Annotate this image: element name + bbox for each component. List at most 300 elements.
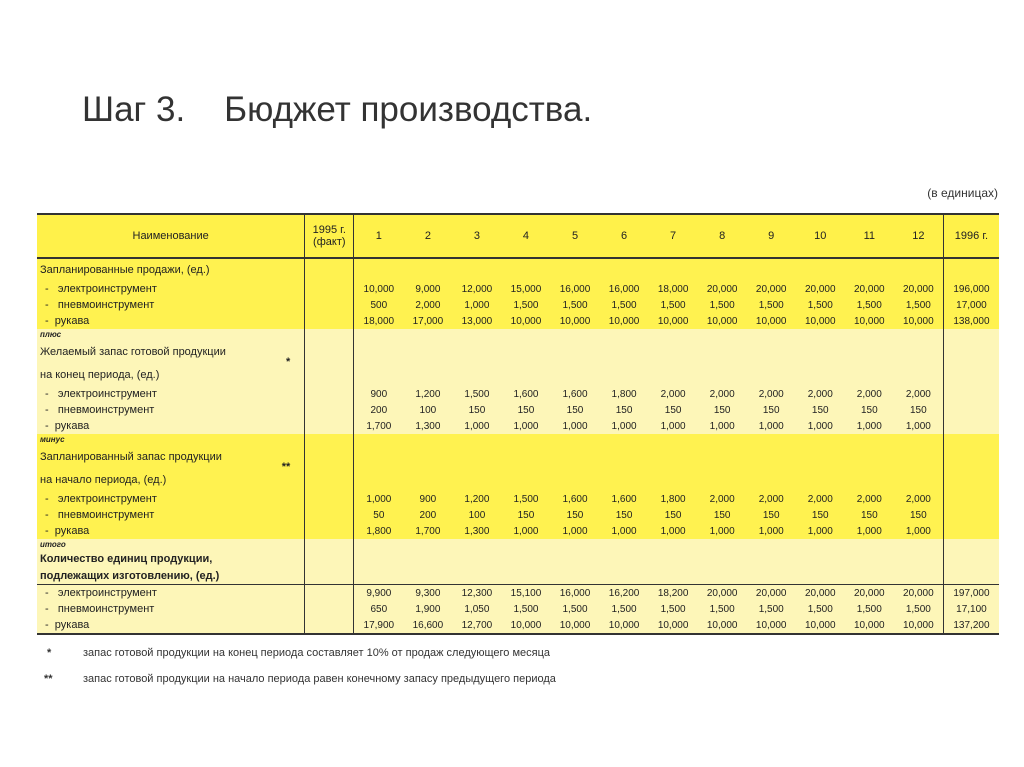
value-cell: 150 (713, 404, 731, 416)
empty-cell (305, 469, 354, 491)
empty-cell (894, 329, 944, 340)
empty-cell (501, 445, 550, 469)
value-cell: 18,000 (657, 283, 689, 295)
empty-cell (305, 434, 354, 445)
header-month: 9 (747, 214, 796, 258)
empty-cell (501, 329, 550, 340)
header-month: 7 (649, 214, 698, 258)
section-title: подлежащих изготовлению, (ед.) (40, 569, 220, 582)
value-cell: 10,000 (854, 315, 885, 327)
value-cell: 150 (762, 509, 780, 521)
table-row (37, 523, 999, 539)
value-cell: 150 (664, 509, 682, 521)
value-cell: 1,000 (513, 525, 539, 537)
value-cell: 9,000 (415, 283, 441, 295)
section-caption-row (37, 539, 999, 550)
table-row (37, 491, 999, 507)
value-cell: 200 (419, 509, 437, 521)
empty-cell (747, 258, 796, 281)
slide-title: Шаг 3. Бюджет производства. (82, 90, 593, 129)
empty-cell (894, 469, 944, 491)
empty-cell (600, 434, 649, 445)
value-cell: 1,600 (513, 388, 539, 400)
value-cell: 20,000 (894, 585, 944, 602)
empty-cell (894, 258, 944, 281)
section-title-row (37, 340, 999, 364)
empty-cell (305, 491, 354, 507)
empty-cell (403, 445, 452, 469)
empty-cell (305, 601, 354, 617)
value-cell: 2,000 (856, 493, 882, 505)
empty-cell (305, 445, 354, 469)
value-cell: 150 (615, 404, 633, 416)
value-cell: 1,000 (758, 525, 784, 537)
total-cell: 196,000 (943, 281, 999, 297)
value-cell: 1,500 (562, 299, 588, 311)
header-month: 4 (501, 214, 550, 258)
value-cell: 150 (860, 404, 878, 416)
section-title-row (37, 469, 999, 491)
value-cell: 1,500 (905, 299, 931, 311)
value-cell: 1,500 (513, 493, 539, 505)
table-body (37, 258, 999, 634)
footnote-mark: ** (44, 673, 53, 685)
empty-cell (796, 340, 845, 364)
value-cell: 1,000 (807, 420, 833, 432)
value-cell: 1,000 (758, 420, 784, 432)
value-cell: 20,000 (747, 585, 796, 602)
value-cell: 20,000 (845, 585, 894, 602)
empty-cell (698, 567, 747, 585)
value-cell: 10,000 (608, 315, 640, 327)
section-title: Запланированный запас продукции (40, 451, 222, 463)
value-cell: 10,000 (804, 315, 836, 327)
table-row (37, 402, 999, 418)
empty-cell (943, 523, 999, 539)
value-cell: 150 (664, 404, 682, 416)
empty-cell (600, 258, 649, 281)
table-row (37, 281, 999, 297)
value-cell: 150 (860, 509, 878, 521)
footnote-text: запас готовой продукции на конец периода составляет 10% от продаж следующего месяца (83, 647, 551, 659)
empty-cell (649, 539, 698, 550)
value-cell: 2,000 (709, 388, 735, 400)
value-cell: 2,000 (415, 299, 441, 311)
empty-cell (600, 567, 649, 585)
value-cell: 1,900 (415, 603, 441, 615)
empty-cell (747, 550, 796, 567)
value-cell: 20,000 (706, 283, 738, 295)
empty-cell (845, 550, 894, 567)
value-cell: 1,000 (709, 420, 735, 432)
value-cell: 18,000 (363, 315, 395, 327)
empty-cell (452, 567, 501, 585)
value-cell: 12,300 (452, 585, 501, 602)
empty-cell (698, 329, 747, 340)
value-cell: 10,000 (657, 315, 689, 327)
empty-cell (943, 539, 999, 550)
header-1995 (305, 214, 354, 258)
empty-cell (943, 491, 999, 507)
empty-cell (600, 445, 649, 469)
empty-cell (649, 329, 698, 340)
value-cell: 150 (517, 404, 535, 416)
empty-cell (354, 364, 404, 386)
empty-cell (403, 329, 452, 340)
table-row (37, 617, 999, 634)
row-label: - рукава (45, 315, 90, 327)
section-title-row (37, 445, 999, 469)
value-cell: 10,000 (796, 617, 845, 634)
empty-cell (943, 386, 999, 402)
value-cell: 1,000 (856, 420, 882, 432)
empty-cell (452, 550, 501, 567)
value-cell: 150 (615, 509, 633, 521)
empty-cell (354, 258, 404, 281)
header-1995-fact: (факт) (313, 236, 346, 248)
empty-cell (305, 386, 354, 402)
value-cell: 15,000 (510, 283, 542, 295)
table-row (37, 585, 999, 602)
empty-cell (452, 364, 501, 386)
empty-cell (943, 402, 999, 418)
value-cell: 17,900 (354, 617, 404, 634)
empty-cell (354, 539, 404, 550)
empty-cell (452, 445, 501, 469)
section-caption: итого (40, 540, 66, 549)
value-cell: 900 (419, 493, 437, 505)
empty-cell (943, 469, 999, 491)
empty-cell (354, 567, 404, 585)
value-cell: 10,000 (903, 315, 934, 327)
row-label: - электроинструмент (45, 493, 157, 505)
row-label: - электроинструмент (37, 585, 305, 602)
empty-cell (845, 258, 894, 281)
value-cell: 150 (468, 404, 486, 416)
empty-cell (600, 329, 649, 340)
empty-cell (600, 340, 649, 364)
empty-cell (452, 258, 501, 281)
table-row (37, 418, 999, 434)
empty-cell (845, 469, 894, 491)
section-caption: плюс (40, 330, 62, 339)
value-cell: 15,100 (501, 585, 550, 602)
empty-cell (796, 550, 845, 567)
total-cell: 17,100 (943, 601, 999, 617)
empty-cell (649, 445, 698, 469)
value-cell: 9,300 (403, 585, 452, 602)
empty-cell (649, 434, 698, 445)
empty-cell (452, 469, 501, 491)
empty-cell (354, 469, 404, 491)
value-cell: 1,000 (562, 525, 588, 537)
section-title: на конец периода, (ед.) * (40, 356, 291, 381)
empty-cell (305, 567, 354, 585)
empty-cell (305, 539, 354, 550)
value-cell: 1,500 (758, 603, 784, 615)
value-cell: 20,000 (903, 283, 934, 295)
empty-cell (845, 567, 894, 585)
empty-cell (305, 313, 354, 329)
table-row (37, 507, 999, 523)
value-cell: 16,000 (551, 585, 600, 602)
value-cell: 100 (468, 509, 486, 521)
value-cell: 1,800 (366, 525, 392, 537)
empty-cell (698, 364, 747, 386)
empty-cell (649, 364, 698, 386)
value-cell: 20,000 (804, 283, 836, 295)
empty-cell (305, 523, 354, 539)
value-cell: 1,600 (562, 388, 588, 400)
value-cell: 1,500 (464, 388, 490, 400)
empty-cell (403, 567, 452, 585)
empty-cell (796, 434, 845, 445)
header-month: 1 (354, 214, 404, 258)
empty-cell (551, 469, 600, 491)
empty-cell (452, 329, 501, 340)
section-title: Желаемый запас готовой продукции (40, 346, 226, 358)
empty-cell (943, 507, 999, 523)
value-cell: 16,600 (403, 617, 452, 634)
value-cell: 2,000 (807, 493, 833, 505)
value-cell: 1,800 (660, 493, 686, 505)
value-cell: 1,000 (905, 420, 931, 432)
value-cell: 1,000 (856, 525, 882, 537)
empty-cell (845, 445, 894, 469)
empty-cell (894, 567, 944, 585)
row-label: - электроинструмент (45, 388, 157, 400)
empty-cell (403, 364, 452, 386)
value-cell: 2,000 (709, 493, 735, 505)
empty-cell (501, 469, 550, 491)
empty-cell (501, 258, 550, 281)
value-cell: 12,700 (452, 617, 501, 634)
value-cell: 10,000 (747, 617, 796, 634)
empty-cell (403, 539, 452, 550)
units-note: (в единицах) (927, 186, 998, 200)
value-cell: 16,200 (600, 585, 649, 602)
value-cell: 2,000 (905, 493, 931, 505)
value-cell: 2,000 (905, 388, 931, 400)
value-cell: 1,500 (513, 299, 539, 311)
value-cell: 9,900 (354, 585, 404, 602)
empty-cell (354, 329, 404, 340)
empty-cell (943, 418, 999, 434)
section-caption-row (37, 329, 999, 340)
value-cell: 1,500 (807, 299, 833, 311)
empty-cell (747, 364, 796, 386)
empty-cell (698, 434, 747, 445)
value-cell: 150 (811, 509, 829, 521)
empty-cell (551, 434, 600, 445)
empty-cell (747, 329, 796, 340)
header-month: 3 (452, 214, 501, 258)
header-1995-year: 1995 г. (312, 224, 346, 236)
value-cell: 1,800 (611, 388, 637, 400)
value-cell: 18,200 (649, 585, 698, 602)
value-cell: 1,500 (611, 299, 637, 311)
value-cell: 1,200 (464, 493, 490, 505)
total-cell: 17,000 (943, 297, 999, 313)
value-cell: 10,000 (706, 315, 738, 327)
section-title-row (37, 258, 999, 281)
empty-cell (747, 469, 796, 491)
header-1996: 1996 г. (943, 214, 999, 258)
value-cell: 1,000 (611, 525, 637, 537)
row-label: - рукава (45, 525, 90, 537)
empty-cell (894, 550, 944, 567)
empty-cell (943, 445, 999, 469)
empty-cell (943, 550, 999, 567)
production-budget-table (37, 213, 999, 635)
empty-cell (305, 329, 354, 340)
value-cell: 2,000 (758, 493, 784, 505)
empty-cell (305, 340, 354, 364)
value-cell: 1,500 (905, 603, 931, 615)
empty-cell (747, 567, 796, 585)
empty-cell (305, 550, 354, 567)
header-name: Наименование (37, 214, 305, 258)
empty-cell (600, 539, 649, 550)
header-month: 8 (698, 214, 747, 258)
value-cell: 1,000 (464, 299, 490, 311)
empty-cell (698, 550, 747, 567)
empty-cell (649, 550, 698, 567)
value-cell: 150 (762, 404, 780, 416)
value-cell: 150 (910, 404, 927, 416)
value-cell: 150 (910, 509, 927, 521)
empty-cell (305, 507, 354, 523)
empty-cell (796, 469, 845, 491)
empty-cell (354, 340, 404, 364)
value-cell: 200 (370, 404, 388, 416)
empty-cell (452, 434, 501, 445)
value-cell: 10,000 (551, 617, 600, 634)
value-cell: 10,000 (698, 617, 747, 634)
empty-cell (796, 539, 845, 550)
value-cell: 1,000 (709, 525, 735, 537)
empty-cell (845, 340, 894, 364)
value-cell: 12,000 (461, 283, 493, 295)
value-cell: 1,000 (660, 525, 686, 537)
value-cell: 1,600 (611, 493, 637, 505)
empty-cell (845, 539, 894, 550)
empty-cell (747, 434, 796, 445)
value-cell: 1,500 (611, 603, 637, 615)
header-month: 6 (600, 214, 649, 258)
total-cell: 138,000 (943, 313, 999, 329)
value-cell: 10,000 (755, 315, 787, 327)
value-cell: 1,000 (366, 493, 392, 505)
value-cell: 2,000 (856, 388, 882, 400)
empty-cell (600, 550, 649, 567)
table-row (37, 313, 999, 329)
empty-cell (501, 550, 550, 567)
table-row (37, 297, 999, 313)
value-cell: 1,500 (660, 603, 686, 615)
header-month: 11 (845, 214, 894, 258)
empty-cell (305, 418, 354, 434)
empty-cell (551, 340, 600, 364)
empty-cell (649, 469, 698, 491)
empty-cell (305, 585, 354, 602)
empty-cell (305, 258, 354, 281)
empty-cell (845, 329, 894, 340)
empty-cell (501, 539, 550, 550)
empty-cell (747, 340, 796, 364)
row-label: - рукава (45, 420, 90, 432)
empty-cell (551, 550, 600, 567)
value-cell: 2,000 (758, 388, 784, 400)
empty-cell (747, 445, 796, 469)
empty-cell (845, 434, 894, 445)
value-cell: 2,000 (807, 388, 833, 400)
empty-cell (452, 539, 501, 550)
value-cell: 1,500 (660, 299, 686, 311)
value-cell: 1,050 (464, 603, 490, 615)
empty-cell (305, 402, 354, 418)
empty-cell (305, 364, 354, 386)
value-cell: 500 (370, 299, 388, 311)
value-cell: 17,000 (412, 315, 444, 327)
value-cell: 1,000 (660, 420, 686, 432)
empty-cell (796, 445, 845, 469)
section-title-row (37, 550, 999, 567)
value-cell: 50 (373, 509, 385, 521)
empty-cell (403, 469, 452, 491)
empty-cell (894, 340, 944, 364)
value-cell: 1,500 (709, 299, 735, 311)
empty-cell (796, 567, 845, 585)
value-cell: 150 (566, 509, 584, 521)
empty-cell (943, 329, 999, 340)
value-cell: 100 (419, 404, 437, 416)
value-cell: 1,000 (513, 420, 539, 432)
empty-cell (501, 340, 550, 364)
value-cell: 150 (811, 404, 829, 416)
empty-cell (649, 340, 698, 364)
value-cell: 10,000 (501, 617, 550, 634)
empty-cell (698, 445, 747, 469)
section-title: на начало периода, (ед.) ** (40, 461, 291, 486)
value-cell: 1,500 (709, 603, 735, 615)
value-cell: 1,500 (513, 603, 539, 615)
empty-cell (698, 340, 747, 364)
value-cell: 10,000 (510, 315, 542, 327)
empty-cell (305, 617, 354, 634)
empty-cell (943, 258, 999, 281)
value-cell: 1,000 (464, 420, 490, 432)
empty-cell (403, 258, 452, 281)
footnote-mark: * (47, 647, 52, 659)
value-cell: 1,000 (611, 420, 637, 432)
section-title-row (37, 567, 999, 585)
row-label: - пневмоинструмент (45, 404, 155, 416)
section-title: Количество единиц продукции, (40, 552, 213, 565)
value-cell: 1,000 (562, 420, 588, 432)
value-cell: 10,000 (845, 617, 894, 634)
empty-cell (943, 340, 999, 364)
value-cell: 10,000 (649, 617, 698, 634)
value-cell: 1,500 (856, 299, 882, 311)
empty-cell (551, 539, 600, 550)
total-cell: 137,200 (943, 617, 999, 634)
value-cell: 10,000 (600, 617, 649, 634)
value-cell: 1,300 (464, 525, 490, 537)
value-cell: 900 (370, 388, 388, 400)
empty-cell (894, 364, 944, 386)
footnote-mark: ** (281, 461, 291, 473)
